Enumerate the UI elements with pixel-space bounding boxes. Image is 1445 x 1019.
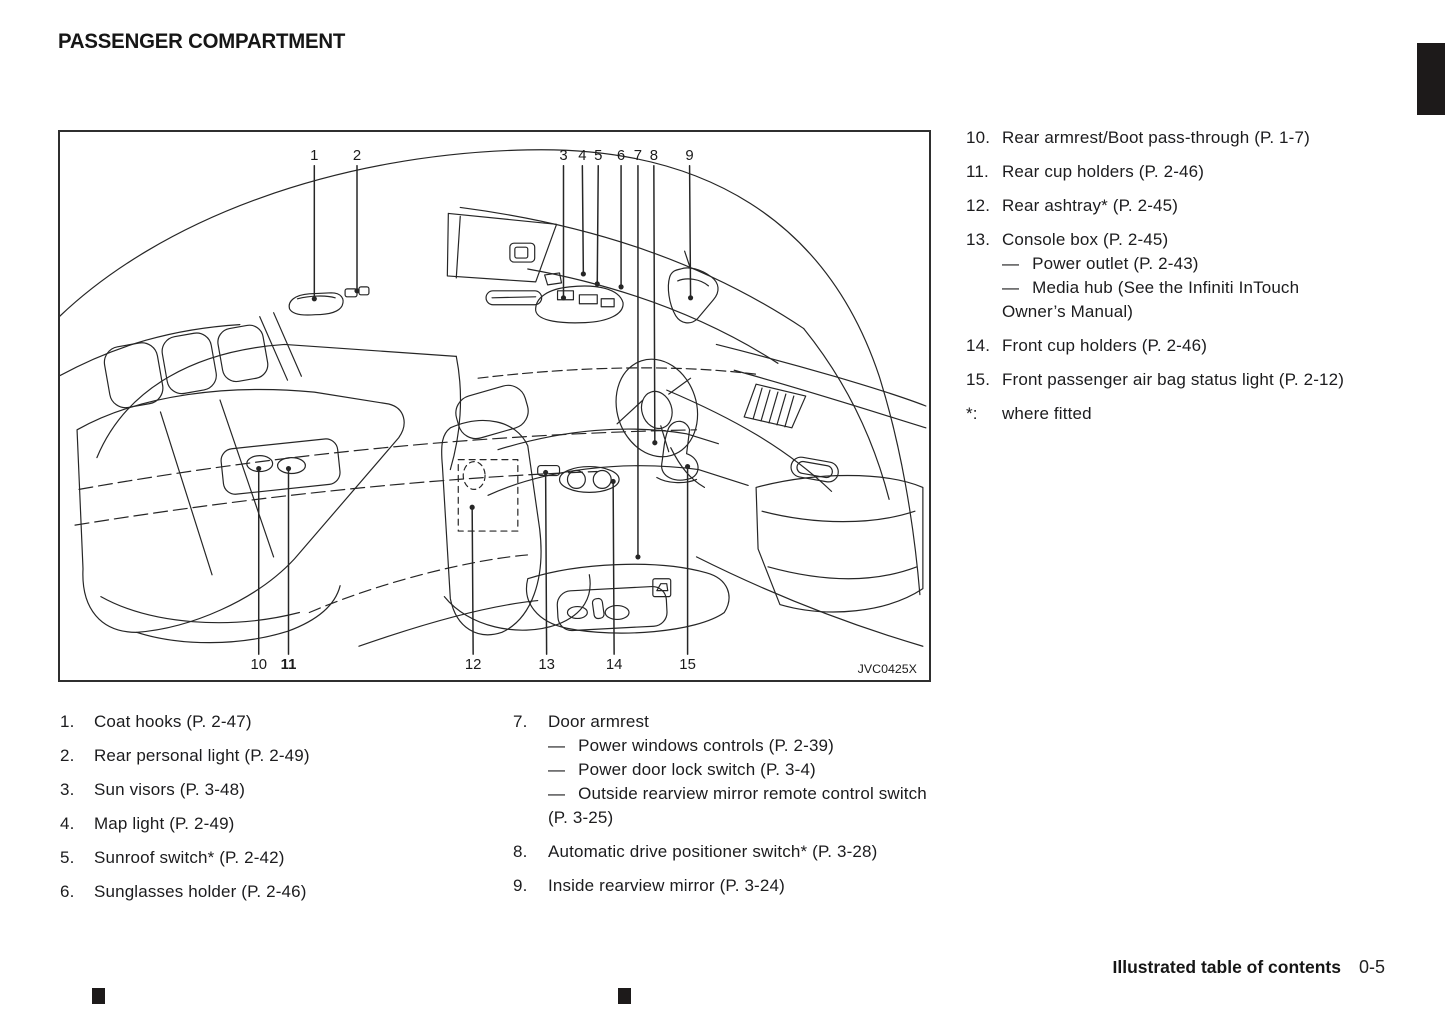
list-item [966, 228, 1362, 324]
item-number: 5. [60, 848, 75, 867]
item-text: Rear cup holders (P. 2-46) [1002, 162, 1205, 181]
sub-item [1002, 276, 1362, 324]
item-number: 8. [513, 842, 528, 861]
item-number: 7. [513, 712, 528, 731]
car-outline [60, 147, 920, 595]
sub-item [548, 734, 933, 758]
callout-number: 5 [594, 147, 603, 164]
callout-number: 11 [280, 657, 297, 674]
page-number: 0-5 [1358, 957, 1385, 977]
dashboard [667, 344, 926, 491]
floor-lines [309, 555, 537, 646]
page-title: PASSENGER COMPARTMENT [58, 30, 346, 53]
item-text: Door armrest [548, 712, 649, 731]
sub-item-text: Media hub (See the Infiniti InTouch Owner’s Manual) [1002, 278, 1300, 321]
item-text: Console box (P. 2-45) [1002, 230, 1169, 249]
list-item [60, 710, 500, 734]
footnote-symbol: *: [966, 404, 978, 423]
car-interior-illustration [60, 132, 929, 680]
footnote-text: where fitted [1002, 404, 1092, 423]
item-number: 4. [60, 814, 75, 833]
list-column-right [966, 126, 1362, 436]
dash: — [1002, 254, 1020, 273]
section-tab-marker [1417, 43, 1445, 115]
front-seat [442, 381, 590, 635]
item-text: Sunroof switch* (P. 2-42) [94, 848, 285, 867]
list-item [966, 194, 1362, 218]
sub-item [548, 758, 933, 782]
list-item [60, 778, 500, 802]
callout-number: 8 [649, 147, 658, 164]
callout-number: 13 [538, 657, 555, 674]
list-item [513, 840, 933, 864]
item-number: 10. [966, 128, 991, 147]
sub-item-text: Power outlet (P. 2-43) [1032, 254, 1199, 273]
coat-hook [289, 293, 343, 315]
sub-item [548, 782, 933, 830]
list-item [513, 710, 933, 830]
callout-number: 10 [250, 657, 267, 674]
dash: — [548, 784, 566, 803]
callout-number: 3 [559, 147, 568, 164]
page-footer [1112, 957, 1385, 978]
figure-frame [58, 130, 931, 682]
item-number: 15. [966, 370, 991, 389]
callout-number: 1 [310, 147, 319, 164]
footnote [966, 402, 1362, 426]
item-number: 3. [60, 780, 75, 799]
dash: — [548, 760, 566, 779]
item-number: 11. [966, 162, 989, 181]
item-text: Front passenger air bag status light (P. 2-12) [1002, 370, 1345, 389]
list-item [966, 160, 1362, 184]
rear-seat [77, 323, 404, 643]
item-text: Rear ashtray* (P. 2-45) [1002, 196, 1179, 215]
callout-number: 7 [633, 147, 643, 164]
item-text: Rear personal light (P. 2-49) [94, 746, 310, 765]
item-number: 1. [60, 712, 75, 731]
list-item [513, 874, 933, 898]
door-panel [697, 456, 923, 647]
footer-section-label: Illustrated table of contents [1112, 957, 1341, 977]
list-item [966, 368, 1362, 392]
dash: — [548, 736, 566, 755]
callout-number: 6 [616, 147, 626, 164]
list-column-left [60, 710, 500, 914]
callout-number: 9 [685, 147, 694, 164]
item-text: Coat hooks (P. 2-47) [94, 712, 252, 731]
item-number: 13. [966, 230, 991, 249]
callout-number: 15 [679, 657, 696, 674]
print-mark-left [92, 988, 105, 1004]
list-item [60, 880, 500, 904]
list-item [60, 812, 500, 836]
sub-item-text: Power windows controls (P. 2-39) [578, 736, 834, 755]
figure-code: JVC0425X [857, 662, 917, 677]
item-text: Sun visors (P. 3-48) [94, 780, 246, 799]
item-body [548, 710, 933, 830]
item-number: 6. [60, 882, 75, 901]
item-body [1002, 228, 1362, 324]
item-number: 14. [966, 336, 991, 355]
item-number: 9. [513, 876, 528, 895]
item-text: Front cup holders (P. 2-46) [1002, 336, 1208, 355]
sub-item-text: Outside rearview mirror remote control switch (P. 3-25) [548, 784, 927, 827]
item-text: Sunglasses holder (P. 2-46) [94, 882, 307, 901]
print-mark-right [618, 988, 631, 1004]
list-item [60, 744, 500, 768]
sub-item-text: Power door lock switch (P. 3-4) [578, 760, 816, 779]
list-item [966, 126, 1362, 150]
item-text: Automatic drive positioner switch* (P. 3-28) [548, 842, 878, 861]
item-text: Map light (P. 2-49) [94, 814, 235, 833]
callout-number: 12 [464, 657, 482, 674]
seat-switch-panel [527, 564, 729, 633]
item-number: 12. [966, 196, 991, 215]
callout-lines [259, 166, 691, 654]
callout-number: 4 [578, 147, 587, 164]
list-column-middle [513, 710, 933, 908]
sun-visor [447, 213, 556, 304]
dash: — [1002, 278, 1020, 297]
item-text: Inside rearview mirror (P. 3-24) [548, 876, 785, 895]
item-number: 2. [60, 746, 75, 765]
item-text: Rear armrest/Boot pass-through (P. 1-7) [1002, 128, 1310, 147]
callout-number: 2 [352, 147, 362, 164]
sub-item [1002, 252, 1362, 276]
list-item [966, 334, 1362, 358]
callout-number: 14 [605, 657, 623, 674]
list-item [60, 846, 500, 870]
